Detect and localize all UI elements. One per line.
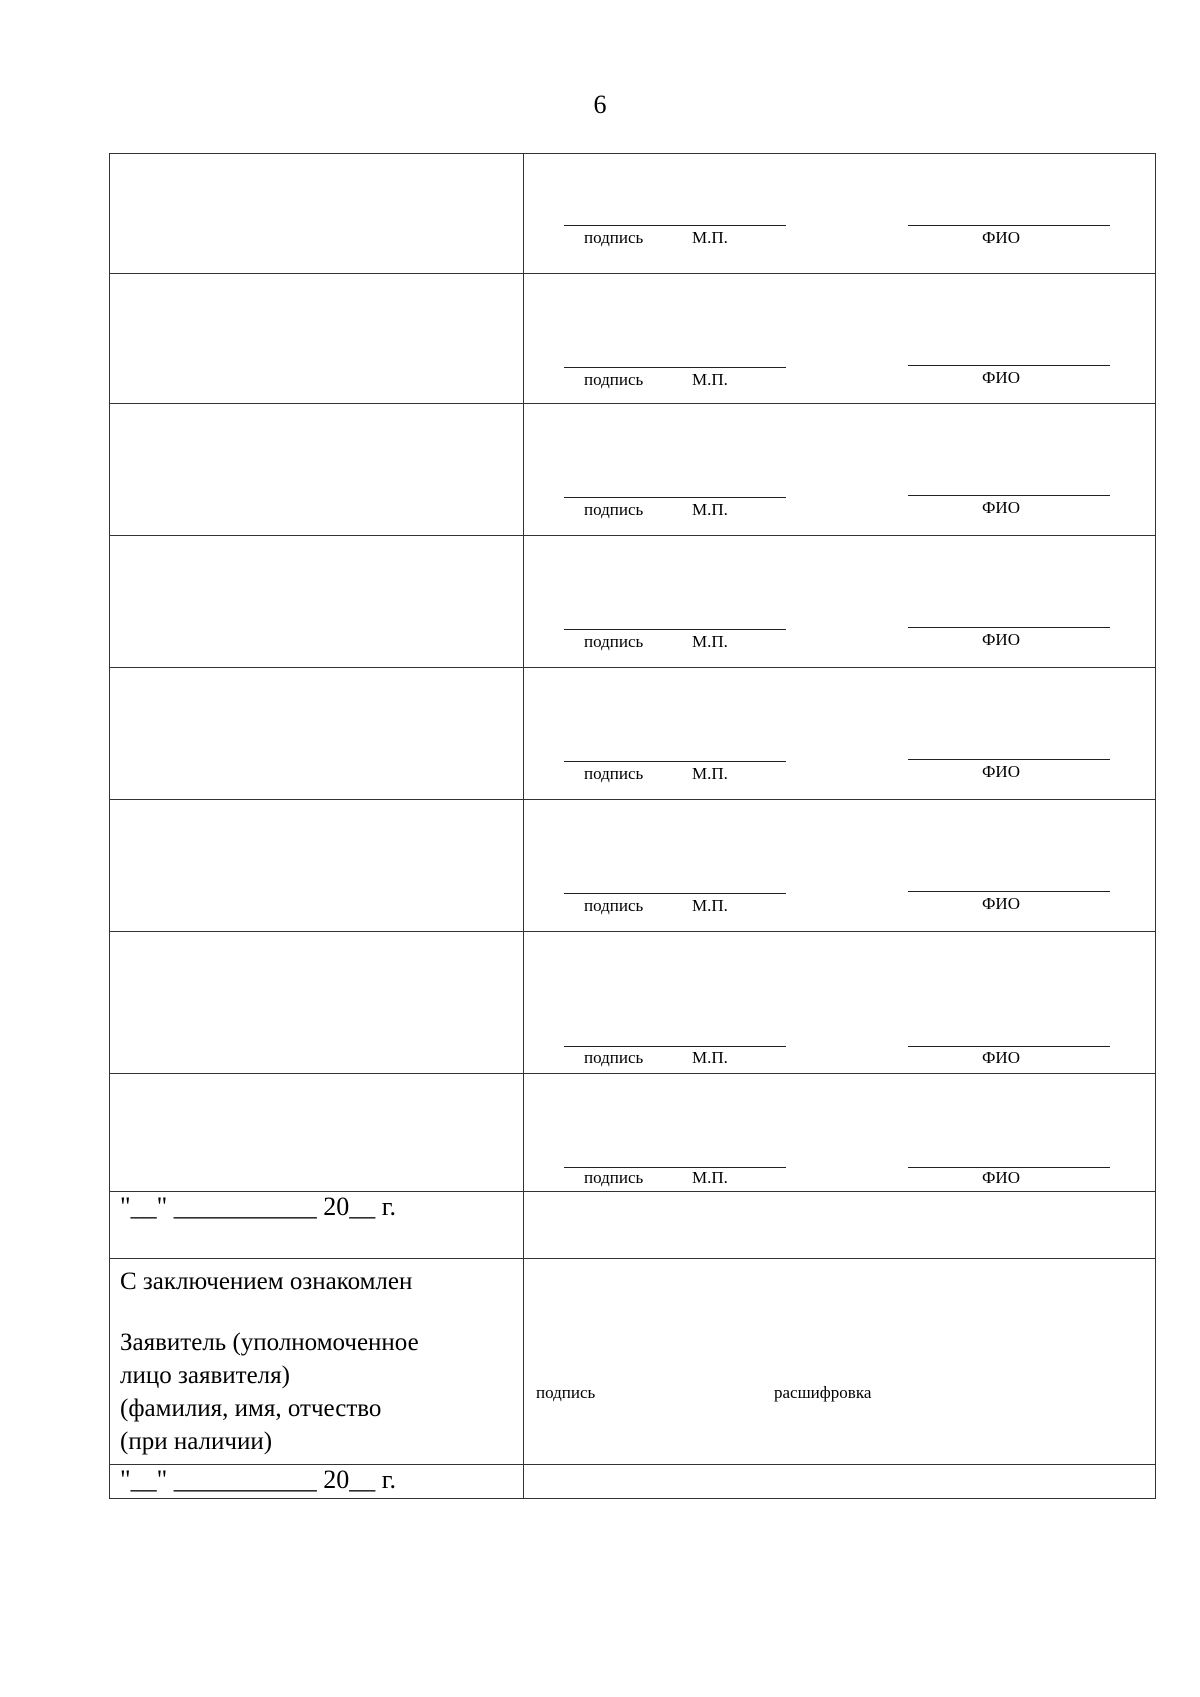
signature-row-right-cell xyxy=(524,274,1156,404)
signature-line[interactable] xyxy=(564,761,786,762)
acknowledgement-cell xyxy=(110,1259,524,1465)
signature-label: подпись xyxy=(584,764,644,783)
date-row xyxy=(110,1465,1156,1499)
signature-row-right-cell xyxy=(524,932,1156,1074)
fio-label: ФИО xyxy=(982,1168,1020,1187)
date-field: "__" ___________ 20__ г. xyxy=(120,1192,396,1221)
acknowledgement-row xyxy=(110,1259,1156,1465)
page-number: 6 xyxy=(593,90,607,119)
signature-label: подпись xyxy=(584,1048,644,1067)
signature-row-left-cell xyxy=(110,274,524,404)
stamp-label: М.П. xyxy=(692,632,728,651)
signature-label: подпись xyxy=(584,500,644,519)
fio-label: ФИО xyxy=(982,228,1020,247)
signature-row xyxy=(110,404,1156,536)
date-field: "__" ___________ 20__ г. xyxy=(120,1465,396,1494)
acknowledgement-title: С заключением ознакомлен xyxy=(120,1268,413,1295)
applicant-line: лицо заявителя) xyxy=(120,1362,290,1389)
date-row-right-cell xyxy=(524,1465,1156,1499)
signature-row-right-cell xyxy=(524,800,1156,932)
date-cell[interactable] xyxy=(110,1192,524,1259)
signature-row-left-cell xyxy=(110,800,524,932)
fio-line[interactable] xyxy=(908,225,1110,226)
signature-row xyxy=(110,274,1156,404)
signature-line[interactable] xyxy=(564,629,786,630)
signature-label: подпись xyxy=(584,896,644,915)
signature-row-left-cell xyxy=(110,668,524,800)
signature-row xyxy=(110,1074,1156,1192)
signature-row-left-cell xyxy=(110,154,524,274)
applicant-signature-cell[interactable] xyxy=(524,1259,1156,1465)
fio-line[interactable] xyxy=(908,627,1110,628)
signature-line[interactable] xyxy=(564,893,786,894)
signature-label: подпись xyxy=(584,1168,644,1187)
stamp-label: М.П. xyxy=(692,1168,728,1187)
signature-row xyxy=(110,154,1156,274)
signature-label: подпись xyxy=(584,228,644,247)
fio-label: ФИО xyxy=(982,1048,1020,1067)
signature-row-right-cell xyxy=(524,668,1156,800)
fio-line[interactable] xyxy=(908,1046,1110,1047)
signature-row xyxy=(110,536,1156,668)
date-cell[interactable] xyxy=(110,1465,524,1499)
date-row xyxy=(110,1192,1156,1259)
signature-row-left-cell xyxy=(110,1074,524,1192)
stamp-label: М.П. xyxy=(692,764,728,783)
fio-line[interactable] xyxy=(908,891,1110,892)
signature-row xyxy=(110,800,1156,932)
fio-label: ФИО xyxy=(982,498,1020,517)
signature-line[interactable] xyxy=(564,1046,786,1047)
stamp-label: М.П. xyxy=(692,1048,728,1067)
signature-row xyxy=(110,668,1156,800)
signature-row-left-cell xyxy=(110,536,524,668)
fio-line[interactable] xyxy=(908,365,1110,366)
signature-line[interactable] xyxy=(564,225,786,226)
stamp-label: М.П. xyxy=(692,370,728,389)
fio-line[interactable] xyxy=(908,759,1110,760)
signature-line[interactable] xyxy=(564,497,786,498)
signature-row-right-cell xyxy=(524,536,1156,668)
fio-label: ФИО xyxy=(982,368,1020,387)
signature-row-left-cell xyxy=(110,404,524,536)
fio-label: ФИО xyxy=(982,894,1020,913)
applicant-line: Заявитель (уполномоченное xyxy=(120,1329,419,1356)
fio-label: ФИО xyxy=(982,762,1020,781)
applicant-line: (при наличии) xyxy=(120,1428,273,1455)
signature-row-right-cell xyxy=(524,154,1156,274)
signature-row-right-cell xyxy=(524,404,1156,536)
stamp-label: М.П. xyxy=(692,228,728,247)
fio-label: ФИО xyxy=(982,630,1020,649)
stamp-label: М.П. xyxy=(692,500,728,519)
applicant-signature-label: подпись xyxy=(536,1383,596,1402)
signature-row-right-cell xyxy=(524,1074,1156,1192)
signature-label: подпись xyxy=(584,370,644,389)
applicant-decode-label: расшифровка xyxy=(774,1383,872,1402)
signature-form-table xyxy=(109,153,1156,1499)
signature-row-left-cell xyxy=(110,932,524,1074)
applicant-line: (фамилия, имя, отчество xyxy=(120,1395,382,1422)
signature-row xyxy=(110,932,1156,1074)
fio-line[interactable] xyxy=(908,495,1110,496)
stamp-label: М.П. xyxy=(692,896,728,915)
signature-label: подпись xyxy=(584,632,644,651)
signature-line[interactable] xyxy=(564,367,786,368)
date-row-right-cell xyxy=(524,1192,1156,1259)
